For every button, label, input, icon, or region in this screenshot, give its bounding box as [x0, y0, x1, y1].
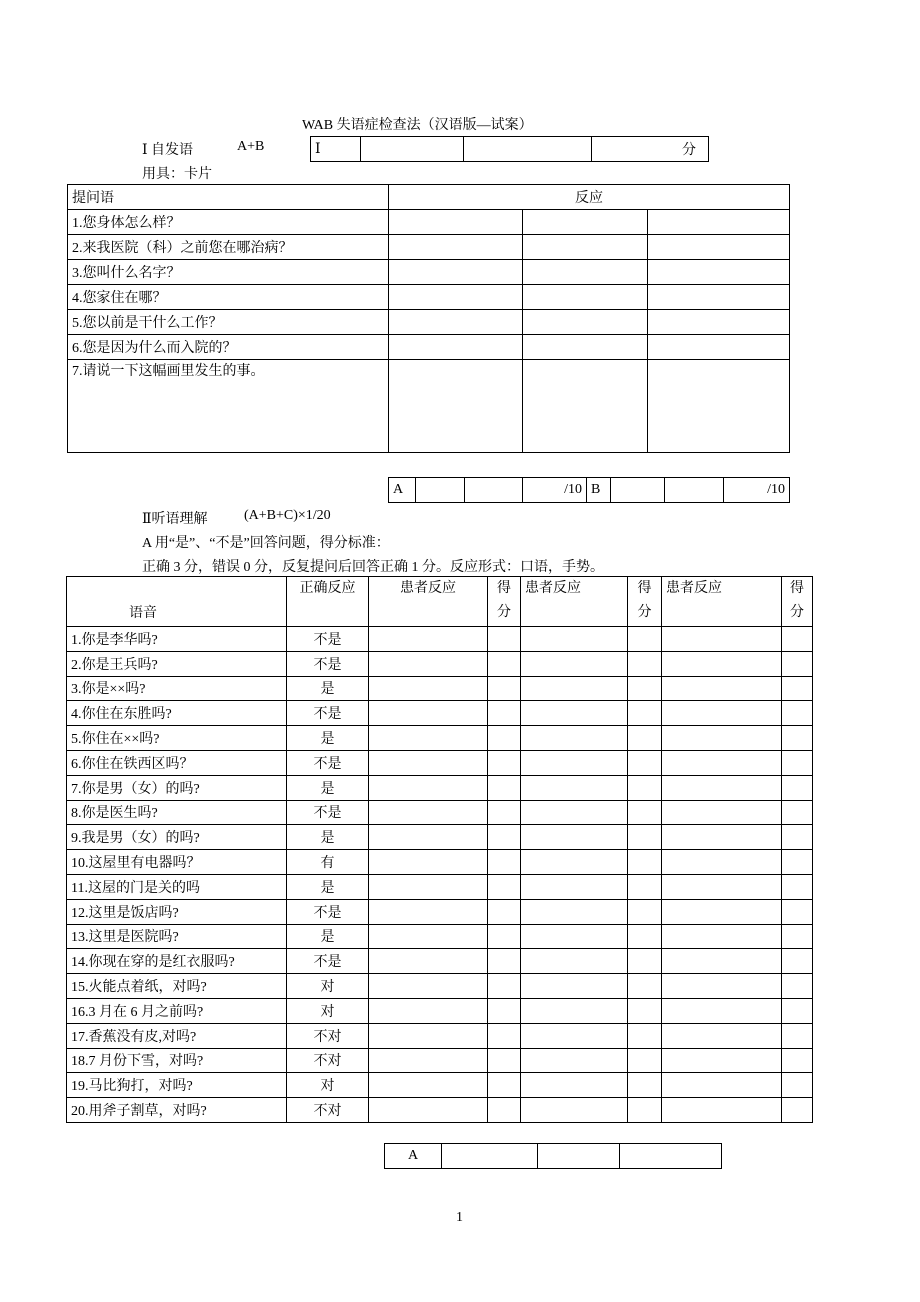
patient-response-cell[interactable] — [662, 874, 782, 899]
score-cell[interactable] — [628, 899, 662, 924]
score-cell[interactable] — [628, 775, 662, 800]
patient-response-cell[interactable] — [369, 974, 488, 999]
patient-response-cell[interactable] — [369, 701, 488, 726]
response-cell[interactable] — [523, 335, 648, 360]
score-cell[interactable] — [628, 874, 662, 899]
patient-response-cell[interactable] — [521, 775, 628, 800]
patient-response-cell[interactable] — [369, 800, 488, 825]
question-row — [68, 360, 790, 453]
question-row — [68, 235, 790, 260]
patient-response-cell[interactable] — [369, 949, 488, 974]
patient-response-cell[interactable] — [662, 750, 782, 775]
table-row — [67, 800, 813, 825]
comprehension-table — [66, 576, 813, 1123]
header-speech: 语音 — [67, 577, 287, 627]
response-cell[interactable] — [648, 335, 790, 360]
section2-heading: Ⅱ听语理解 — [142, 512, 208, 527]
score-cell[interactable] — [488, 874, 521, 899]
score-cell[interactable] — [782, 850, 813, 875]
header-score: 得 — [790, 581, 804, 596]
correct-answer: 是 — [287, 726, 369, 751]
section2-formula: (A+B+C)×1/20 — [244, 508, 331, 523]
patient-response-cell[interactable] — [369, 676, 488, 701]
score-cell[interactable] — [628, 1048, 662, 1073]
score-cell[interactable] — [782, 750, 813, 775]
score-cell[interactable] — [488, 1073, 521, 1098]
patient-response-cell[interactable] — [521, 750, 628, 775]
response-cell[interactable] — [523, 310, 648, 335]
correct-answer: 不是 — [287, 750, 369, 775]
patient-response-cell[interactable] — [662, 726, 782, 751]
score-cell[interactable] — [782, 701, 813, 726]
b-label: B — [587, 478, 611, 503]
score-cell[interactable] — [665, 478, 724, 503]
score-cell[interactable] — [416, 478, 465, 503]
question-text: 9.我是男（女）的吗? — [67, 825, 287, 850]
score-cell[interactable] — [782, 899, 813, 924]
question-row — [68, 310, 790, 335]
response-cell[interactable] — [648, 360, 790, 453]
score-cell[interactable] — [488, 651, 521, 676]
score-cell[interactable] — [782, 924, 813, 949]
correct-answer: 不是 — [287, 651, 369, 676]
score-cell[interactable] — [628, 1073, 662, 1098]
score-cell[interactable] — [488, 899, 521, 924]
score-cell[interactable] — [628, 750, 662, 775]
correct-answer: 对 — [287, 1073, 369, 1098]
score-cell[interactable] — [782, 949, 813, 974]
question-text: 4.你住在东胜吗? — [67, 701, 287, 726]
patient-response-cell[interactable] — [662, 899, 782, 924]
patient-response-cell[interactable] — [662, 651, 782, 676]
score-cell[interactable] — [488, 924, 521, 949]
score-cell[interactable] — [628, 825, 662, 850]
score-cell[interactable] — [782, 1023, 813, 1048]
score-cell[interactable] — [628, 800, 662, 825]
patient-response-cell[interactable] — [369, 1048, 488, 1073]
score-cell[interactable] — [442, 1144, 538, 1169]
section1-ab-box — [388, 477, 790, 503]
correct-answer: 不对 — [287, 1098, 369, 1123]
table-row — [67, 676, 813, 701]
response-cell[interactable] — [389, 235, 523, 260]
section1-score-box — [310, 136, 709, 162]
patient-response-cell[interactable] — [369, 850, 488, 875]
score-cell[interactable] — [782, 726, 813, 751]
question-row — [68, 285, 790, 310]
score-cell[interactable] — [782, 974, 813, 999]
patient-response-cell[interactable] — [521, 974, 628, 999]
patient-response-cell[interactable] — [369, 1098, 488, 1123]
response-cell[interactable] — [389, 360, 523, 453]
correct-answer: 不是 — [287, 800, 369, 825]
table-row — [67, 627, 813, 652]
patient-response-cell[interactable] — [369, 1023, 488, 1048]
patient-response-cell[interactable] — [521, 1073, 628, 1098]
score-cell[interactable] — [488, 676, 521, 701]
patient-response-cell[interactable] — [369, 874, 488, 899]
tools-label: 用具：卡片 — [142, 167, 212, 182]
correct-answer: 有 — [287, 850, 369, 875]
patient-response-cell[interactable] — [521, 676, 628, 701]
score-cell[interactable] — [488, 627, 521, 652]
score-cell[interactable] — [628, 1023, 662, 1048]
table-row — [67, 899, 813, 924]
patient-response-cell[interactable] — [662, 627, 782, 652]
score-cell[interactable] — [465, 478, 523, 503]
correct-answer: 是 — [287, 676, 369, 701]
header-score: 得 — [637, 581, 652, 596]
score-cell[interactable] — [782, 998, 813, 1023]
patient-response-cell[interactable] — [662, 924, 782, 949]
score-cell[interactable] — [488, 949, 521, 974]
question-row — [68, 210, 790, 235]
question-text: 1.你是李华吗? — [67, 627, 287, 652]
response-cell[interactable] — [389, 335, 523, 360]
question-text: 7.你是男（女）的吗? — [67, 775, 287, 800]
patient-response-cell[interactable] — [521, 1048, 628, 1073]
patient-response-cell[interactable] — [662, 676, 782, 701]
question-row — [68, 260, 790, 285]
correct-answer: 对 — [287, 998, 369, 1023]
question-text: 5.您以前是干什么工作？ — [68, 310, 389, 335]
table-row — [67, 1048, 813, 1073]
question-text: 10.这屋里有电器吗？ — [67, 850, 287, 875]
question-text: 8.你是医生吗? — [67, 800, 287, 825]
correct-answer: 不是 — [287, 627, 369, 652]
correct-answer: 不是 — [287, 899, 369, 924]
correct-answer: 不对 — [287, 1048, 369, 1073]
score-cell[interactable] — [628, 676, 662, 701]
correct-answer: 是 — [287, 775, 369, 800]
score-cell[interactable] — [782, 1098, 813, 1123]
question-text: 12.这里是饭店吗? — [67, 899, 287, 924]
score-cell[interactable] — [620, 1144, 722, 1169]
question-text: 20.用斧子割草，对吗? — [67, 1098, 287, 1123]
header-score: 分 — [790, 605, 804, 620]
response-cell[interactable] — [648, 235, 790, 260]
question-text: 7.请说一下这幅画里发生的事。 — [68, 360, 389, 453]
score-label: Ⅰ — [311, 137, 361, 162]
a-max: /10 — [523, 478, 587, 503]
score-cell[interactable] — [488, 750, 521, 775]
patient-response-cell[interactable] — [521, 949, 628, 974]
response-cell[interactable] — [389, 260, 523, 285]
response-cell[interactable] — [648, 285, 790, 310]
patient-response-cell[interactable] — [521, 651, 628, 676]
question-text: 16.3 月在 6 月之前吗? — [67, 998, 287, 1023]
patient-response-cell[interactable] — [369, 651, 488, 676]
question-text: 6.你住在铁西区吗？ — [67, 750, 287, 775]
score-cell[interactable] — [488, 726, 521, 751]
patient-response-cell[interactable] — [662, 1023, 782, 1048]
patient-response-cell[interactable] — [662, 701, 782, 726]
header-score: 分 — [497, 605, 511, 620]
response-cell[interactable] — [523, 360, 648, 453]
question-text: 5.你住在××吗? — [67, 726, 287, 751]
score-cell[interactable] — [628, 627, 662, 652]
question-text: 19.马比狗打，对吗? — [67, 1073, 287, 1098]
score-cell[interactable] — [628, 651, 662, 676]
correct-answer: 是 — [287, 924, 369, 949]
score-cell[interactable] — [361, 137, 464, 162]
section2-a-box — [384, 1143, 722, 1169]
table-row — [67, 775, 813, 800]
score-cell[interactable] — [628, 701, 662, 726]
score-cell[interactable] — [488, 974, 521, 999]
spontaneous-speech-table — [67, 184, 790, 453]
patient-response-cell[interactable] — [521, 998, 628, 1023]
patient-response-cell[interactable] — [369, 924, 488, 949]
section1-formula: A+B — [237, 139, 265, 154]
patient-response-cell[interactable] — [662, 800, 782, 825]
patient-response-cell[interactable] — [521, 899, 628, 924]
score-cell[interactable] — [488, 1048, 521, 1073]
question-text: 3.你是××吗? — [67, 676, 287, 701]
patient-response-cell[interactable] — [521, 924, 628, 949]
question-text: 6.您是因为什么而入院的？ — [68, 335, 389, 360]
patient-response-cell[interactable] — [369, 627, 488, 652]
patient-response-cell[interactable] — [369, 750, 488, 775]
score-cell[interactable] — [538, 1144, 620, 1169]
score-cell[interactable] — [782, 825, 813, 850]
table-row — [67, 998, 813, 1023]
question-text: 2.你是王兵吗? — [67, 651, 287, 676]
table-row — [67, 974, 813, 999]
response-cell[interactable] — [523, 210, 648, 235]
patient-response-cell[interactable] — [521, 825, 628, 850]
score-cell[interactable] — [782, 775, 813, 800]
table-row — [67, 850, 813, 875]
score-cell[interactable] — [488, 1098, 521, 1123]
table-row — [67, 825, 813, 850]
patient-response-cell[interactable] — [662, 850, 782, 875]
patient-response-cell[interactable] — [521, 874, 628, 899]
header-patient: 患者反应 — [662, 577, 782, 627]
question-text: 15.火能点着纸，对吗? — [67, 974, 287, 999]
score-cell[interactable] — [611, 478, 665, 503]
header-question: 提问语 — [68, 185, 389, 210]
score-cell[interactable] — [488, 800, 521, 825]
patient-response-cell[interactable] — [369, 1073, 488, 1098]
table-row — [67, 1098, 813, 1123]
header-correct: 正确反应 — [287, 577, 369, 627]
response-cell[interactable] — [648, 210, 790, 235]
correct-answer: 不对 — [287, 1023, 369, 1048]
patient-response-cell[interactable] — [521, 627, 628, 652]
page-title: WAB 失语症检查法（汉语版—试案） — [302, 118, 533, 133]
question-text: 3.您叫什么名字？ — [68, 260, 389, 285]
patient-response-cell[interactable] — [369, 775, 488, 800]
correct-answer: 不是 — [287, 701, 369, 726]
score-cell[interactable] — [488, 998, 521, 1023]
question-text: 17.香蕉没有皮,对吗? — [67, 1023, 287, 1048]
table-row — [67, 924, 813, 949]
table-row — [67, 874, 813, 899]
score-cell[interactable] — [782, 651, 813, 676]
patient-response-cell[interactable] — [369, 726, 488, 751]
patient-response-cell[interactable] — [521, 726, 628, 751]
patient-response-cell[interactable] — [662, 1098, 782, 1123]
correct-answer: 对 — [287, 974, 369, 999]
score-cell[interactable] — [782, 627, 813, 652]
correct-answer: 是 — [287, 825, 369, 850]
table-row — [67, 701, 813, 726]
patient-response-cell[interactable] — [369, 825, 488, 850]
response-cell[interactable] — [389, 310, 523, 335]
score-cell[interactable] — [488, 850, 521, 875]
question-text: 4.您家住在哪？ — [68, 285, 389, 310]
question-text: 2.来我医院（科）之前您在哪治病？ — [68, 235, 389, 260]
response-cell[interactable] — [523, 235, 648, 260]
header-response: 反应 — [389, 185, 790, 210]
patient-response-cell[interactable] — [369, 998, 488, 1023]
response-cell[interactable] — [648, 310, 790, 335]
score-cell[interactable] — [488, 701, 521, 726]
patient-response-cell[interactable] — [662, 825, 782, 850]
score-cell[interactable] — [488, 825, 521, 850]
b-max: /10 — [724, 478, 790, 503]
score-cell[interactable] — [782, 676, 813, 701]
correct-answer: 不是 — [287, 949, 369, 974]
correct-answer: 是 — [287, 874, 369, 899]
response-cell[interactable] — [389, 285, 523, 310]
score-cell[interactable] — [782, 1048, 813, 1073]
table-row — [67, 651, 813, 676]
score-cell[interactable] — [628, 974, 662, 999]
patient-response-cell[interactable] — [662, 949, 782, 974]
patient-response-cell[interactable] — [521, 800, 628, 825]
response-cell[interactable] — [523, 260, 648, 285]
score-cell[interactable] — [628, 1098, 662, 1123]
a-label: A — [385, 1144, 442, 1169]
score-cell[interactable] — [628, 949, 662, 974]
question-text: 14.你现在穿的是红衣服吗? — [67, 949, 287, 974]
table-row — [67, 1073, 813, 1098]
score-unit: 分 — [592, 137, 709, 162]
score-cell[interactable] — [782, 874, 813, 899]
patient-response-cell[interactable] — [662, 998, 782, 1023]
score-cell[interactable] — [488, 1023, 521, 1048]
page-number: 1 — [456, 1210, 463, 1225]
question-text: 18.7 月份下雪，对吗? — [67, 1048, 287, 1073]
patient-response-cell[interactable] — [662, 775, 782, 800]
score-cell[interactable] — [782, 1073, 813, 1098]
table-row — [67, 750, 813, 775]
patient-response-cell[interactable] — [369, 899, 488, 924]
patient-response-cell[interactable] — [662, 1073, 782, 1098]
question-text: 13.这里是医院吗? — [67, 924, 287, 949]
instruction-2: 正确 3 分，错误 0 分，反复提问后回答正确 1 分。反应形式：口语，手势。 — [142, 560, 604, 575]
table-row — [67, 1023, 813, 1048]
score-cell[interactable] — [628, 726, 662, 751]
table-row — [67, 726, 813, 751]
score-cell[interactable] — [628, 998, 662, 1023]
score-cell[interactable] — [488, 775, 521, 800]
question-text: 1.您身体怎么样？ — [68, 210, 389, 235]
response-cell[interactable] — [389, 210, 523, 235]
header-patient: 患者反应 — [521, 577, 628, 627]
table-row — [67, 949, 813, 974]
score-cell[interactable] — [628, 924, 662, 949]
response-cell[interactable] — [523, 285, 648, 310]
a-label: A — [389, 478, 416, 503]
score-cell[interactable] — [464, 137, 592, 162]
question-row — [68, 335, 790, 360]
patient-response-cell[interactable] — [521, 701, 628, 726]
section1-heading: Ⅰ 自发语 — [142, 143, 194, 158]
response-cell[interactable] — [648, 260, 790, 285]
score-cell[interactable] — [782, 800, 813, 825]
patient-response-cell[interactable] — [662, 1048, 782, 1073]
header-score: 得 — [497, 581, 511, 596]
patient-response-cell[interactable] — [521, 850, 628, 875]
header-score: 分 — [637, 605, 652, 620]
score-cell[interactable] — [628, 850, 662, 875]
patient-response-cell[interactable] — [521, 1023, 628, 1048]
instruction-1: A 用“是”、“不是”回答问题，得分标准： — [142, 536, 390, 551]
patient-response-cell[interactable] — [662, 974, 782, 999]
patient-response-cell[interactable] — [521, 1098, 628, 1123]
header-patient: 患者反应 — [369, 577, 488, 627]
question-text: 11.这屋的门是关的吗 — [67, 874, 287, 899]
